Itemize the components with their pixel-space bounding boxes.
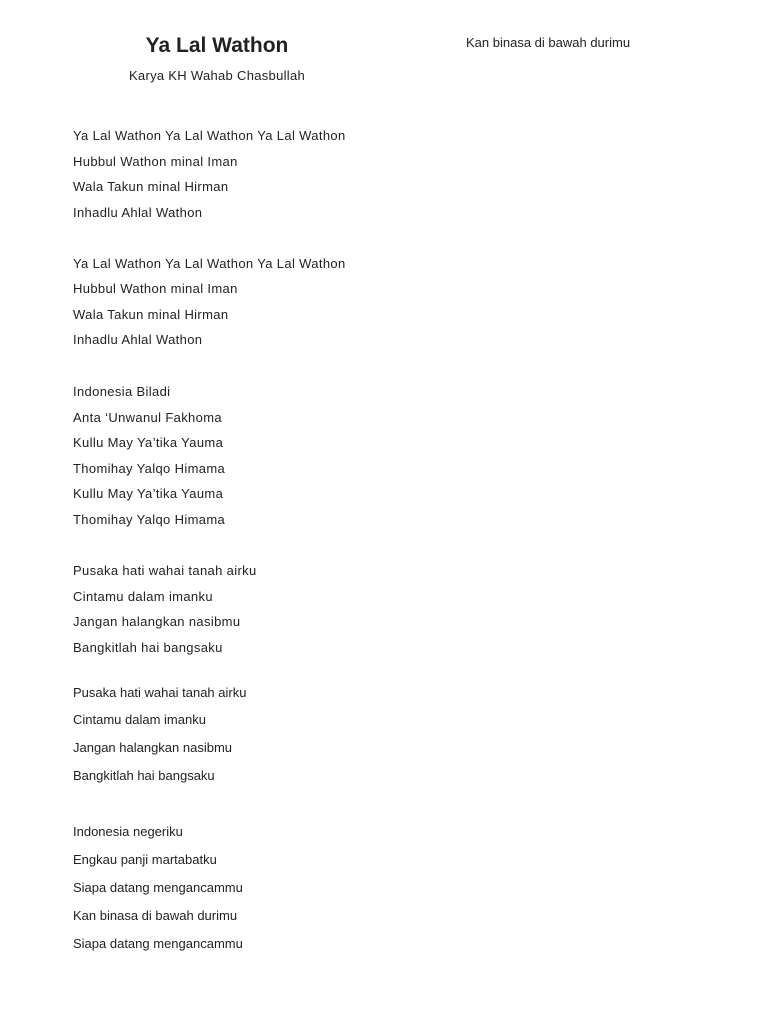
song-title: Ya Lal Wathon (145, 34, 289, 57)
lyric-line: Engkau panji martabatku (73, 852, 217, 867)
lyric-line: Indonesia negeriku (73, 824, 183, 839)
lyric-line: Bangkitlah hai bangsaku (73, 768, 215, 783)
lyric-line: Hubbul Wathon minal Iman (73, 281, 238, 296)
lyric-line: Pusaka hati wahai tanah airku (73, 685, 247, 700)
lyric-line: Wala Takun minal Hirman (73, 307, 229, 322)
lyric-line: Wala Takun minal Hirman (73, 179, 229, 194)
song-author: Karya KH Wahab Chasbullah (128, 68, 306, 83)
lyric-line: Thomihay Yalqo Himama (73, 512, 226, 527)
lyric-line: Siapa datang mengancammu (73, 880, 243, 895)
lyric-line: Ya Lal Wathon Ya Lal Wathon Ya Lal Wathon (73, 128, 346, 143)
lyric-line: Ya Lal Wathon Ya Lal Wathon Ya Lal Wathon (73, 256, 346, 271)
lyric-line: Kullu May Ya’tika Yauma (73, 486, 224, 501)
lyric-line: Thomihay Yalqo Himama (73, 461, 226, 476)
lyric-line: Kullu May Ya’tika Yauma (73, 435, 224, 450)
column-2-lyric-line: Kan binasa di bawah durimu (466, 35, 631, 50)
lyric-line: Hubbul Wathon minal Iman (73, 154, 238, 169)
lyric-line: Bangkitlah hai bangsaku (73, 640, 223, 655)
lyric-line: Jangan halangkan nasibmu (73, 740, 233, 755)
lyric-line: Anta ‘Unwanul Fakhoma (73, 410, 222, 425)
lyric-line: Pusaka hati wahai tanah airku (73, 563, 257, 578)
lyric-line: Siapa datang mengancammu (73, 936, 243, 951)
lyric-line: Inhadlu Ahlal Wathon (73, 332, 203, 347)
lyric-line: Indonesia Biladi (73, 384, 171, 399)
lyric-line: Kan binasa di bawah durimu (73, 908, 238, 923)
lyric-line: Inhadlu Ahlal Wathon (73, 205, 203, 220)
lyric-line: Cintamu dalam imanku (73, 712, 206, 727)
lyric-line: Cintamu dalam imanku (73, 589, 213, 604)
lyric-line: Jangan halangkan nasibmu (73, 614, 241, 629)
